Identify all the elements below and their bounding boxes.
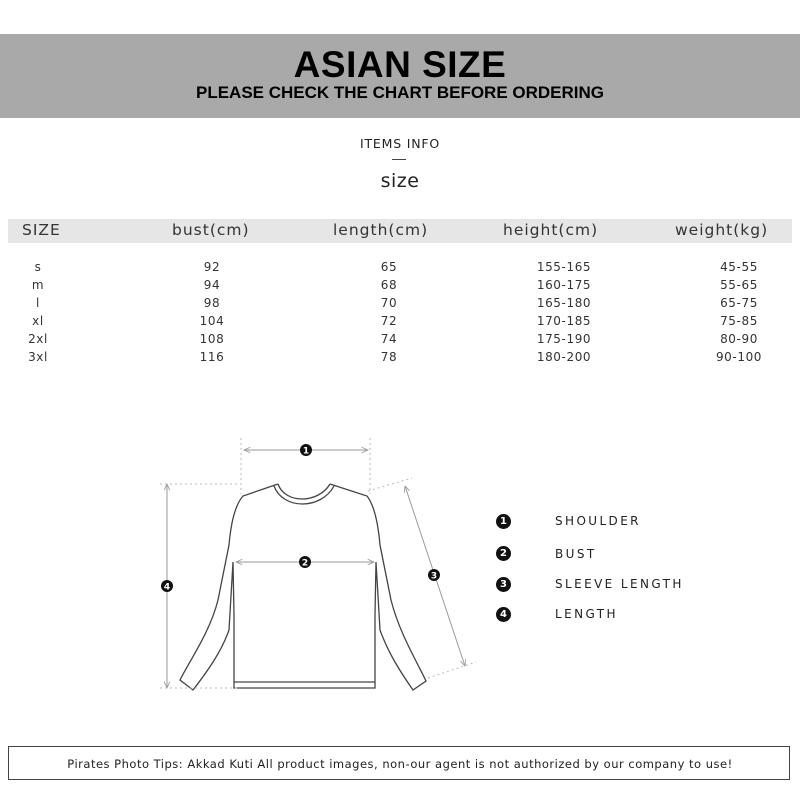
svg-text:1: 1 — [302, 446, 310, 457]
cell-height: 175-190 — [536, 332, 592, 346]
measurement-lines — [167, 450, 465, 688]
marker-2 — [299, 556, 311, 569]
cell-weight: 75-85 — [720, 314, 758, 328]
marker-3 — [428, 569, 440, 582]
col-header-size: SIZE — [22, 221, 61, 239]
legend-label-sleeve-length: SLEEVE LENGTH — [555, 577, 684, 591]
legend-label-bust: BUST — [555, 547, 597, 561]
cell-weight: 45-55 — [720, 260, 758, 274]
cell-bust: 104 — [199, 314, 225, 328]
legend-number-4: 4 — [496, 607, 511, 622]
guide-lines — [160, 438, 476, 688]
legend-label-length: LENGTH — [555, 607, 618, 621]
items-info-label: ITEMS INFO — [360, 136, 440, 151]
cell-height: 170-185 — [536, 314, 592, 328]
svg-text:4: 4 — [163, 582, 171, 593]
cell-bust: 92 — [203, 260, 221, 274]
col-header-weight: weight(kg) — [675, 221, 769, 239]
cell-height: 180-200 — [536, 350, 592, 364]
cell-length: 70 — [380, 296, 398, 310]
cell-bust: 108 — [199, 332, 225, 346]
cell-size: 2xl — [28, 332, 48, 346]
tips-text: Pirates Photo Tips: Akkad Kuti All product images, non-our agent is not authorized by our company to use! — [67, 757, 733, 771]
col-header-length: length(cm) — [333, 221, 429, 239]
legend-number-3: 3 — [496, 577, 511, 592]
col-header-bust: bust(cm) — [172, 221, 250, 239]
cell-weight: 90-100 — [715, 350, 763, 364]
cell-length: 74 — [380, 332, 398, 346]
cell-length: 65 — [380, 260, 398, 274]
cell-bust: 98 — [203, 296, 221, 310]
cell-bust: 116 — [199, 350, 225, 364]
cell-length: 78 — [380, 350, 398, 364]
marker-4 — [161, 580, 173, 593]
cell-size: xl — [32, 314, 44, 328]
legend-number-2: 2 — [496, 546, 511, 561]
section-title: size — [380, 170, 420, 192]
svg-text:3: 3 — [430, 571, 438, 582]
legend-label-shoulder: SHOULDER — [555, 514, 641, 528]
banner-title: ASIAN SIZE — [293, 44, 507, 85]
cell-length: 68 — [380, 278, 398, 292]
tips-box — [8, 746, 790, 780]
cell-height: 160-175 — [536, 278, 592, 292]
cell-weight: 80-90 — [720, 332, 758, 346]
cell-height: 165-180 — [536, 296, 592, 310]
col-header-height: height(cm) — [503, 221, 599, 239]
svg-text:2: 2 — [301, 558, 309, 569]
cell-size: 3xl — [28, 350, 48, 364]
cell-size: m — [31, 278, 45, 292]
cell-size: l — [36, 296, 40, 310]
cell-size: s — [34, 260, 42, 274]
cell-weight: 65-75 — [720, 296, 758, 310]
cell-weight: 55-65 — [720, 278, 758, 292]
banner-subtitle: PLEASE CHECK THE CHART BEFORE ORDERING — [195, 83, 605, 102]
cell-length: 72 — [380, 314, 398, 328]
cell-bust: 94 — [203, 278, 221, 292]
cell-height: 155-165 — [536, 260, 592, 274]
marker-1 — [300, 444, 312, 457]
shirt-outline — [180, 484, 426, 690]
legend-number-1: 1 — [496, 514, 511, 529]
